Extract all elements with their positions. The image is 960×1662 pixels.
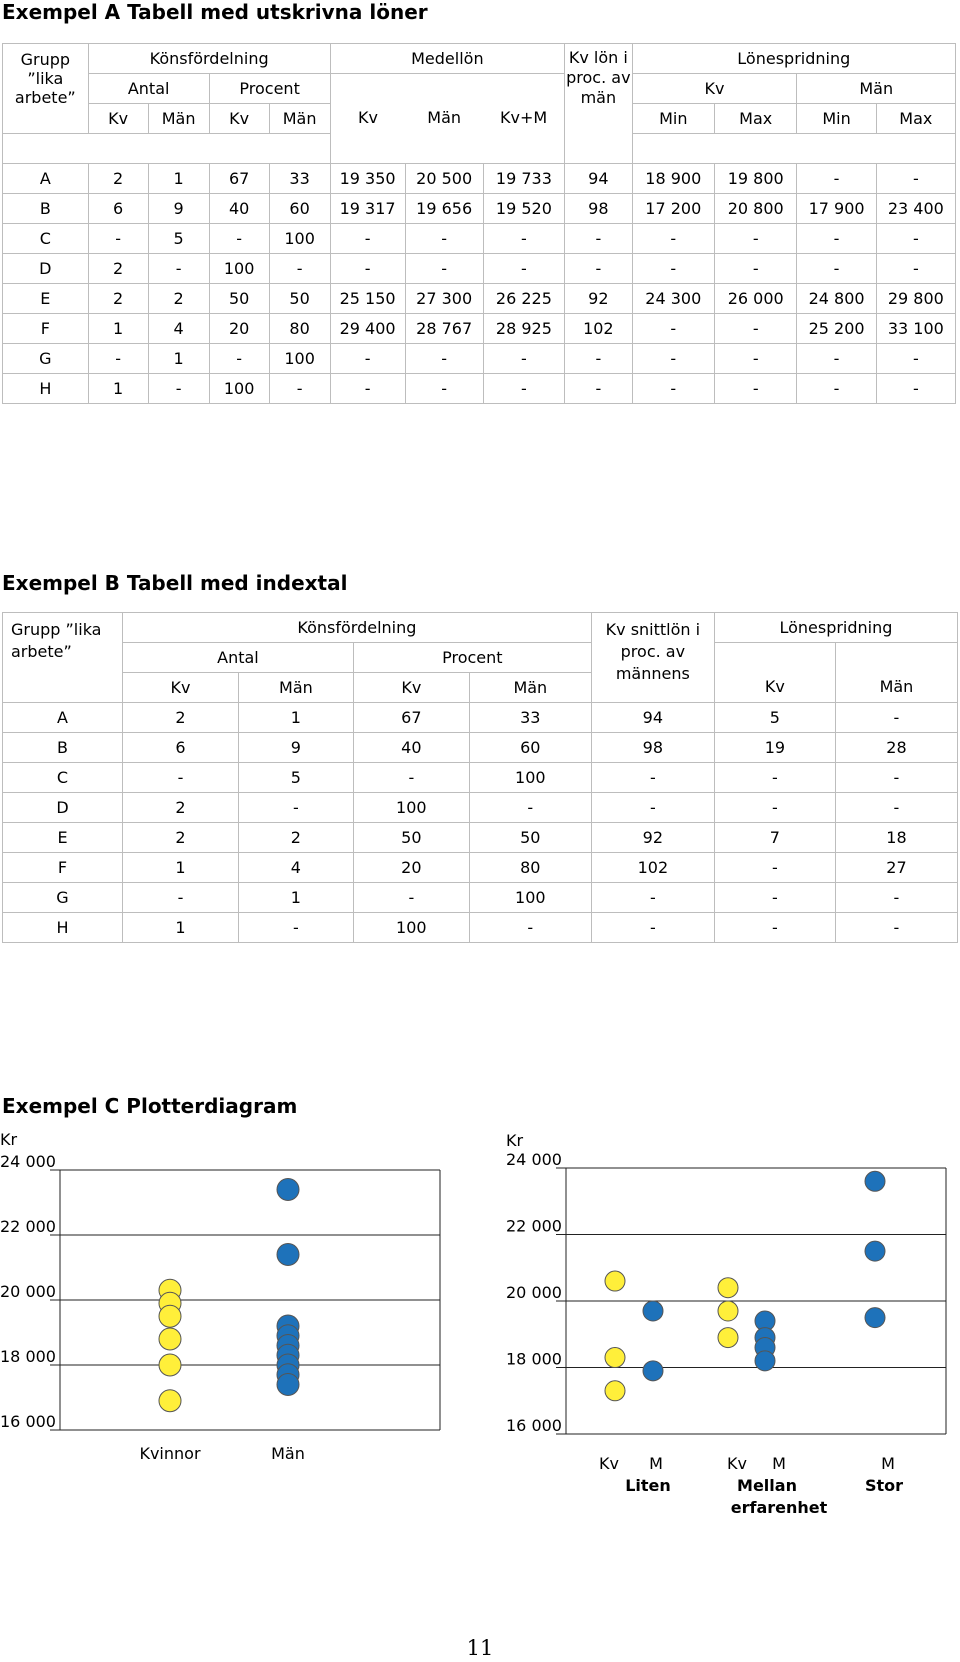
data-point xyxy=(865,1308,885,1328)
index-header-snittlon: Kv snittlön i proc. av männens xyxy=(591,613,714,703)
row-label: A xyxy=(3,703,123,733)
table-cell: - xyxy=(835,763,957,793)
row-label: D xyxy=(3,793,123,823)
table-cell: - xyxy=(632,254,714,284)
data-point xyxy=(865,1171,885,1191)
table-cell: 102 xyxy=(591,853,714,883)
category-label: Kv xyxy=(599,1454,619,1473)
group-label: Mellan xyxy=(737,1476,797,1495)
y-axis-label: Kr xyxy=(0,1130,18,1149)
table-cell: - xyxy=(632,374,714,404)
tick-label: 24 000 xyxy=(0,1152,56,1171)
table-cell: - xyxy=(632,314,714,344)
table-cell: 67 xyxy=(353,703,469,733)
table-cell: - xyxy=(715,374,797,404)
table-cell: 100 xyxy=(353,913,469,943)
index-header-antal: Antal xyxy=(123,643,354,673)
table-cell: 60 xyxy=(269,194,330,224)
index-header-spread-man: Män xyxy=(835,643,957,703)
table-cell: 20 xyxy=(209,314,269,344)
table-cell: 1 xyxy=(88,374,148,404)
table-cell: 24 300 xyxy=(632,284,714,314)
table-cell: 28 925 xyxy=(483,314,564,344)
table-cell: 50 xyxy=(209,284,269,314)
row-label: E xyxy=(3,284,89,314)
table-cell: - xyxy=(714,883,835,913)
table-row xyxy=(3,194,956,224)
table-cell: - xyxy=(591,763,714,793)
data-point xyxy=(277,1374,299,1396)
table-cell: - xyxy=(238,913,353,943)
table-cell: 25 150 xyxy=(330,284,405,314)
tick-label: 22 000 xyxy=(0,1217,56,1236)
table-cell: - xyxy=(565,374,632,404)
table-cell: - xyxy=(209,224,269,254)
index-header-lonespridning: Lönespridning xyxy=(714,613,957,643)
table-cell: 80 xyxy=(269,314,330,344)
category-label: M xyxy=(649,1454,663,1473)
table-row xyxy=(3,763,958,793)
table-cell: 100 xyxy=(269,224,330,254)
table-cell: 24 800 xyxy=(797,284,876,314)
table-cell: 33 xyxy=(269,164,330,194)
table-cell: - xyxy=(565,254,632,284)
row-label: C xyxy=(3,224,89,254)
index-header-spread-kv: Kv xyxy=(714,643,835,703)
table-cell: 100 xyxy=(209,254,269,284)
table-cell: - xyxy=(797,164,876,194)
table-cell: - xyxy=(715,344,797,374)
table-cell: - xyxy=(330,224,405,254)
data-point xyxy=(605,1271,625,1291)
data-point xyxy=(277,1179,299,1201)
table-cell: 27 300 xyxy=(405,284,483,314)
group-label: Stor xyxy=(864,1476,904,1495)
table-cell: - xyxy=(715,254,797,284)
header-grupp: Grupp ”lika arbete” xyxy=(3,44,89,134)
table-cell: - xyxy=(715,314,797,344)
table-row xyxy=(3,284,956,314)
table-cell: - xyxy=(797,254,876,284)
row-label: G xyxy=(3,883,123,913)
group-label: Liten xyxy=(625,1476,671,1495)
table-cell: 50 xyxy=(469,823,591,853)
table-cell: 33 100 xyxy=(876,314,955,344)
table-cell: - xyxy=(148,374,209,404)
table-cell: 28 767 xyxy=(405,314,483,344)
salary-table xyxy=(2,43,956,404)
table-cell: 9 xyxy=(238,733,353,763)
table-cell: 100 xyxy=(469,883,591,913)
table-cell: 5 xyxy=(238,763,353,793)
table-cell: 26 225 xyxy=(483,284,564,314)
table-row xyxy=(3,314,956,344)
table-cell: 20 800 xyxy=(715,194,797,224)
table-cell: 19 350 xyxy=(330,164,405,194)
table-cell: 2 xyxy=(88,254,148,284)
table-cell: 40 xyxy=(353,733,469,763)
table-cell: 1 xyxy=(238,703,353,733)
table-cell: - xyxy=(876,224,955,254)
table-cell: 4 xyxy=(238,853,353,883)
table-cell: 6 xyxy=(123,733,239,763)
table-cell: - xyxy=(353,883,469,913)
table-row xyxy=(3,823,958,853)
table-row xyxy=(3,164,956,194)
table-cell: - xyxy=(591,883,714,913)
table-cell: - xyxy=(876,254,955,284)
table-cell: 102 xyxy=(565,314,632,344)
table-cell: - xyxy=(835,913,957,943)
table-cell: 23 400 xyxy=(876,194,955,224)
table-cell: 19 656 xyxy=(405,194,483,224)
scatter-plot-gender xyxy=(0,1130,450,1460)
index-header-procent-kv: Kv xyxy=(353,673,469,703)
category-label: Kv xyxy=(727,1454,747,1473)
table-cell: 100 xyxy=(209,374,269,404)
table-cell: - xyxy=(353,763,469,793)
table-cell: 98 xyxy=(565,194,632,224)
data-point xyxy=(159,1328,181,1350)
example-a-title: Exempel A Tabell med utskrivna löner xyxy=(2,0,428,24)
row-label: F xyxy=(3,853,123,883)
table-cell: 50 xyxy=(269,284,330,314)
table-cell: - xyxy=(269,254,330,284)
header-procent-man: Män xyxy=(269,104,330,134)
header-procent-kv: Kv xyxy=(209,104,269,134)
table-row xyxy=(3,224,956,254)
table-cell: 2 xyxy=(123,703,239,733)
table-cell: 1 xyxy=(238,883,353,913)
table-cell: - xyxy=(238,793,353,823)
table-cell: 1 xyxy=(148,164,209,194)
category-label: M xyxy=(772,1454,786,1473)
table-cell: 25 200 xyxy=(797,314,876,344)
table-cell: 1 xyxy=(123,913,239,943)
table-cell: - xyxy=(405,254,483,284)
table-cell: - xyxy=(88,344,148,374)
table-cell: - xyxy=(714,763,835,793)
table-cell: - xyxy=(797,224,876,254)
table-cell: 29 400 xyxy=(330,314,405,344)
header-antal-kv: Kv xyxy=(88,104,148,134)
table-cell: 2 xyxy=(123,823,239,853)
table-cell: 100 xyxy=(269,344,330,374)
table-cell: - xyxy=(123,883,239,913)
table-row xyxy=(3,703,958,733)
table-cell: - xyxy=(148,254,209,284)
header-spread-kv: Kv xyxy=(632,74,797,104)
table-cell: - xyxy=(797,344,876,374)
table-cell: 20 500 xyxy=(405,164,483,194)
data-point xyxy=(605,1348,625,1368)
table-cell: 7 xyxy=(714,823,835,853)
row-label: E xyxy=(3,823,123,853)
table-cell: 5 xyxy=(714,703,835,733)
table-cell: 100 xyxy=(469,763,591,793)
data-point xyxy=(755,1351,775,1371)
header-kv-max: Max xyxy=(715,104,797,134)
header-antal-man: Män xyxy=(148,104,209,134)
row-label: H xyxy=(3,374,89,404)
index-header-grupp: Grupp ”lika arbete” xyxy=(3,613,123,703)
table-cell: - xyxy=(469,793,591,823)
table-cell: 40 xyxy=(209,194,269,224)
table-cell: 80 xyxy=(469,853,591,883)
data-point xyxy=(159,1305,181,1327)
table-cell: 50 xyxy=(353,823,469,853)
header-procent: Procent xyxy=(209,74,330,104)
table-cell: - xyxy=(632,224,714,254)
table-cell: 1 xyxy=(148,344,209,374)
table-cell: - xyxy=(483,344,564,374)
category-label: Kvinnor xyxy=(139,1444,201,1460)
table-row xyxy=(3,793,958,823)
header-man: Män xyxy=(427,108,462,127)
table-cell: 2 xyxy=(238,823,353,853)
table-cell: 67 xyxy=(209,164,269,194)
table-cell: - xyxy=(835,703,957,733)
table-cell: 20 xyxy=(353,853,469,883)
table-row xyxy=(3,254,956,284)
table-cell: 17 900 xyxy=(797,194,876,224)
table-cell: - xyxy=(330,344,405,374)
tick-label: 22 000 xyxy=(506,1216,562,1236)
header-man-max: Max xyxy=(876,104,955,134)
table-row xyxy=(3,374,956,404)
table-cell: 60 xyxy=(469,733,591,763)
table-cell: - xyxy=(565,344,632,374)
table-cell: 94 xyxy=(591,703,714,733)
table-cell: - xyxy=(483,254,564,284)
index-table xyxy=(2,612,958,943)
table-cell: 28 xyxy=(835,733,957,763)
table-cell: - xyxy=(835,793,957,823)
row-label: F xyxy=(3,314,89,344)
data-point xyxy=(643,1301,663,1321)
y-axis-label: Kr xyxy=(506,1131,524,1150)
table-cell: 92 xyxy=(591,823,714,853)
table-cell: - xyxy=(714,793,835,823)
example-c-title: Exempel C Plotterdiagram xyxy=(2,1094,298,1118)
table-cell: - xyxy=(591,913,714,943)
category-label: M xyxy=(881,1454,895,1473)
header-kvm: Kv+M xyxy=(500,108,548,127)
row-label: B xyxy=(3,733,123,763)
table-cell: - xyxy=(483,374,564,404)
row-label: A xyxy=(3,164,89,194)
table-cell: - xyxy=(88,224,148,254)
header-spacer-right xyxy=(632,134,955,164)
table-cell: - xyxy=(269,374,330,404)
header-antal: Antal xyxy=(88,74,209,104)
table-cell: - xyxy=(405,374,483,404)
table-cell: 100 xyxy=(353,793,469,823)
table-cell: - xyxy=(405,224,483,254)
table-cell: 94 xyxy=(565,164,632,194)
table-cell: - xyxy=(123,763,239,793)
data-point xyxy=(718,1301,738,1321)
table-row xyxy=(3,913,958,943)
table-cell: - xyxy=(876,374,955,404)
header-medellon-sub xyxy=(330,74,564,164)
header-spacer xyxy=(3,134,331,164)
table-cell: - xyxy=(835,883,957,913)
table-cell: 19 xyxy=(714,733,835,763)
table-cell: 17 200 xyxy=(632,194,714,224)
tick-label: 20 000 xyxy=(0,1282,56,1301)
tick-label: 16 000 xyxy=(0,1412,56,1431)
table-cell: 5 xyxy=(148,224,209,254)
table-cell: - xyxy=(330,254,405,284)
table-cell: 98 xyxy=(591,733,714,763)
data-point xyxy=(643,1361,663,1381)
table-cell: 92 xyxy=(565,284,632,314)
example-b-title: Exempel B Tabell med indextal xyxy=(2,571,348,595)
table-cell: 1 xyxy=(88,314,148,344)
data-point xyxy=(718,1328,738,1348)
table-row xyxy=(3,853,958,883)
tick-label: 18 000 xyxy=(0,1347,56,1366)
table-cell: 19 800 xyxy=(715,164,797,194)
row-label: D xyxy=(3,254,89,284)
data-point xyxy=(718,1278,738,1298)
header-man-min: Min xyxy=(797,104,876,134)
table-cell: - xyxy=(330,374,405,404)
tick-label: 24 000 xyxy=(506,1150,562,1169)
row-label: G xyxy=(3,344,89,374)
table-cell: 6 xyxy=(88,194,148,224)
index-header-antal-man: Män xyxy=(238,673,353,703)
table-cell: - xyxy=(405,344,483,374)
table-cell: 29 800 xyxy=(876,284,955,314)
row-label: B xyxy=(3,194,89,224)
table-row xyxy=(3,344,956,374)
table-cell: - xyxy=(876,164,955,194)
header-spread-man: Män xyxy=(797,74,956,104)
row-label: H xyxy=(3,913,123,943)
table-cell: - xyxy=(632,344,714,374)
table-cell: 19 317 xyxy=(330,194,405,224)
tick-label: 18 000 xyxy=(506,1349,562,1369)
scatter-plot-experience xyxy=(506,1128,956,1528)
table-cell: - xyxy=(714,913,835,943)
table-cell: - xyxy=(565,224,632,254)
index-header-konsfordelning: Könsfördelning xyxy=(123,613,592,643)
page-number: 11 xyxy=(466,1636,494,1660)
index-header-procent-man: Män xyxy=(469,673,591,703)
table-cell: - xyxy=(797,374,876,404)
tick-label: 16 000 xyxy=(506,1416,562,1435)
index-table-body xyxy=(3,703,958,943)
data-point xyxy=(159,1354,181,1376)
data-point xyxy=(277,1244,299,1266)
table-cell: 19 520 xyxy=(483,194,564,224)
header-kv-proc: Kv lön i proc. av män xyxy=(565,44,632,164)
table-cell: 1 xyxy=(123,853,239,883)
table-cell: 18 xyxy=(835,823,957,853)
data-point xyxy=(159,1390,181,1412)
table-cell: - xyxy=(591,793,714,823)
table-cell: 18 900 xyxy=(632,164,714,194)
table-cell: - xyxy=(715,224,797,254)
table-cell: - xyxy=(714,853,835,883)
table-row xyxy=(3,733,958,763)
index-header-procent: Procent xyxy=(353,643,591,673)
header-lonespridning: Lönespridning xyxy=(632,44,955,74)
row-label: C xyxy=(3,763,123,793)
table-cell: 19 733 xyxy=(483,164,564,194)
header-kv-min: Min xyxy=(632,104,714,134)
table-cell: 9 xyxy=(148,194,209,224)
table-cell: 26 000 xyxy=(715,284,797,314)
table-cell: 4 xyxy=(148,314,209,344)
salary-table-body xyxy=(3,164,956,404)
table-cell: - xyxy=(469,913,591,943)
table-cell: 33 xyxy=(469,703,591,733)
header-medellon: Medellön xyxy=(330,44,564,74)
table-cell: 2 xyxy=(88,284,148,314)
table-cell: 2 xyxy=(88,164,148,194)
index-header-antal-kv: Kv xyxy=(123,673,239,703)
header-kv: Kv xyxy=(357,108,378,127)
table-cell: 27 xyxy=(835,853,957,883)
table-cell: 2 xyxy=(123,793,239,823)
table-row xyxy=(3,883,958,913)
data-point xyxy=(865,1241,885,1261)
table-cell: - xyxy=(876,344,955,374)
data-point xyxy=(605,1381,625,1401)
group-sublabel: erfarenhet xyxy=(730,1498,828,1517)
header-konsfordelning: Könsfördelning xyxy=(88,44,330,74)
category-label: Män xyxy=(271,1444,305,1460)
table-cell: - xyxy=(209,344,269,374)
table-cell: - xyxy=(483,224,564,254)
table-cell: 2 xyxy=(148,284,209,314)
tick-label: 20 000 xyxy=(506,1283,562,1302)
